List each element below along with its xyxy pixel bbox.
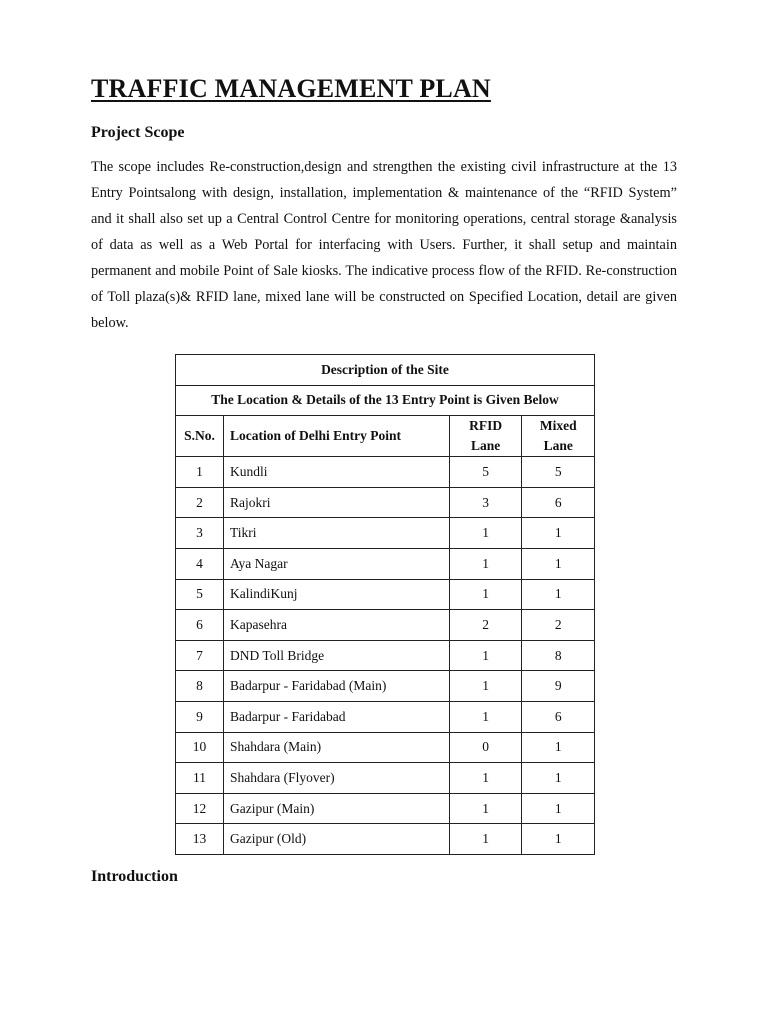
cell-rfid-lane: 1 [449,763,522,794]
cell-rfid-lane: 0 [449,732,522,763]
document-title: TRAFFIC MANAGEMENT PLAN [91,74,491,103]
cell-rfid-lane: 3 [449,487,522,518]
table-row [176,671,595,702]
cell-rfid-lane: 1 [449,640,522,671]
table-row [176,640,595,671]
cell-location: Gazipur (Main) [224,793,450,824]
header-sno: S.No. [176,416,224,457]
cell-sno: 6 [176,610,224,641]
cell-mixed-lane: 2 [522,610,595,641]
cell-location: Badarpur - Faridabad [224,701,450,732]
table-row [176,732,595,763]
header-location: Location of Delhi Entry Point [224,416,450,457]
entry-points-table [175,354,595,855]
cell-sno: 10 [176,732,224,763]
cell-sno: 13 [176,824,224,855]
cell-location: Rajokri [224,487,450,518]
table-caption: Description of the Site [176,355,595,386]
cell-sno: 2 [176,487,224,518]
cell-mixed-lane: 1 [522,518,595,549]
cell-rfid-lane: 1 [449,579,522,610]
cell-rfid-lane: 1 [449,824,522,855]
table-row [176,824,595,855]
cell-sno: 1 [176,457,224,488]
project-scope-paragraph: The scope includes Re-construction,design and strengthen the existing civil infrastructure at the 13 Entry Pointsalong with design, installation, implementation & maintenance of the “RFID System” and it shall also set up a Central Control Centre for monitoring operations, central storage &analysis of data as well as a Web Portal for interfacing with Users. Further, it shall setup and maintain permanent and mobile Point of Sale kiosks. The indicative process flow of the RFID. Re-construction of Toll plaza(s)& RFID lane, mixed lane will be constructed on Specified Location, detail are given below. [91,159,677,331]
header-mixed-line1: Mixed [539,418,577,434]
cell-sno: 7 [176,640,224,671]
cell-mixed-lane: 6 [522,701,595,732]
cell-rfid-lane: 1 [449,671,522,702]
section-heading-project-scope: Project Scope [91,124,185,141]
table-row [176,610,595,641]
section-heading-introduction: Introduction [91,868,178,885]
cell-location: Kapasehra [224,610,450,641]
table-row [176,487,595,518]
header-mixed-line2: Lane [543,438,573,454]
cell-location: Gazipur (Old) [224,824,450,855]
cell-location: Aya Nagar [224,548,450,579]
table-row [176,457,595,488]
cell-mixed-lane: 6 [522,487,595,518]
table-row [176,763,595,794]
cell-mixed-lane: 1 [522,548,595,579]
cell-sno: 5 [176,579,224,610]
header-rfid-line1: RFID [469,418,503,434]
table-header-row [176,416,595,457]
cell-rfid-lane: 1 [449,548,522,579]
cell-location: Shahdara (Flyover) [224,763,450,794]
cell-location: Badarpur - Faridabad (Main) [224,671,450,702]
cell-mixed-lane: 8 [522,640,595,671]
cell-mixed-lane: 1 [522,793,595,824]
cell-sno: 4 [176,548,224,579]
cell-mixed-lane: 1 [522,824,595,855]
cell-mixed-lane: 9 [522,671,595,702]
table-row [176,579,595,610]
cell-sno: 12 [176,793,224,824]
table-row [176,793,595,824]
cell-location: KalindiKunj [224,579,450,610]
cell-location: Shahdara (Main) [224,732,450,763]
cell-location: Kundli [224,457,450,488]
cell-rfid-lane: 2 [449,610,522,641]
cell-location: DND Toll Bridge [224,640,450,671]
table-row [176,518,595,549]
cell-rfid-lane: 1 [449,701,522,732]
cell-mixed-lane: 5 [522,457,595,488]
cell-sno: 3 [176,518,224,549]
cell-rfid-lane: 1 [449,518,522,549]
cell-mixed-lane: 1 [522,732,595,763]
table-subcaption: The Location & Details of the 13 Entry Point is Given Below [176,385,595,416]
header-rfid-line2: Lane [471,438,501,454]
cell-location: Tikri [224,518,450,549]
header-mixed-lane [522,416,595,457]
cell-sno: 9 [176,701,224,732]
table-row [176,701,595,732]
cell-sno: 8 [176,671,224,702]
cell-mixed-lane: 1 [522,763,595,794]
cell-sno: 11 [176,763,224,794]
cell-mixed-lane: 1 [522,579,595,610]
cell-rfid-lane: 1 [449,793,522,824]
cell-rfid-lane: 5 [449,457,522,488]
header-rfid-lane [449,416,522,457]
table-row [176,548,595,579]
